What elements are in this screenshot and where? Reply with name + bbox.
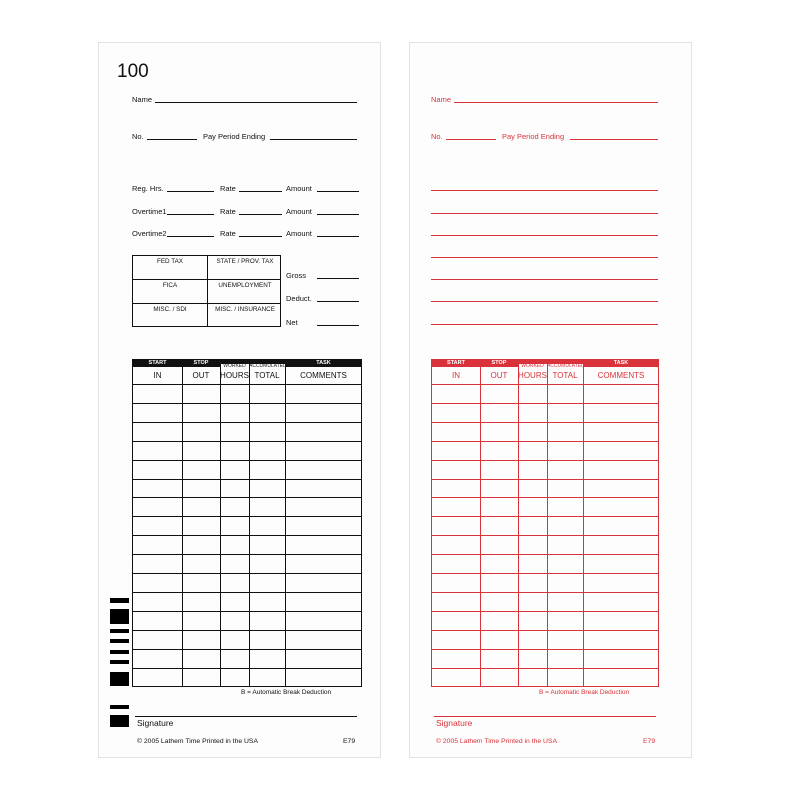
pay-period-label-red: Pay Period Ending — [502, 132, 565, 141]
fica-label: FICA — [162, 282, 178, 289]
table-row-line — [133, 630, 361, 631]
time-table-red — [431, 359, 659, 687]
deduct-label: Deduct. — [286, 294, 312, 303]
ot2-amount-label: Amount — [286, 229, 312, 238]
copyright-text-red: © 2005 Lathem Time Printed in the USA — [436, 738, 557, 745]
pay-period-line[interactable] — [270, 139, 357, 140]
table-row-line — [133, 573, 361, 574]
misc-sdi-label: MISC. / SDI — [153, 306, 187, 313]
table-row-line — [133, 649, 361, 650]
break-note-red: B = Automatic Break Deduction — [539, 689, 630, 696]
start-header-red: START — [447, 360, 465, 366]
hours-header: HOURS — [220, 371, 249, 380]
in-header: IN — [153, 371, 162, 380]
ot1-amount-label: Amount — [286, 207, 312, 216]
ot1-line[interactable] — [167, 214, 214, 215]
comments-header: COMMENTS — [300, 371, 347, 380]
hours-header-red: HOURS — [518, 371, 547, 380]
pay-period-label: Pay Period Ending — [203, 132, 266, 141]
net-label: Net — [286, 318, 298, 327]
comments-header-red: COMMENTS — [597, 371, 645, 380]
note-line — [431, 257, 658, 258]
table-row-line — [432, 516, 658, 517]
table-row-line — [432, 649, 658, 650]
signature-line-red[interactable] — [434, 716, 656, 717]
no-label: No. — [132, 132, 144, 141]
state-tax-label: STATE / PROV. TAX — [216, 258, 274, 265]
no-line-red[interactable] — [446, 139, 496, 140]
table-row-line — [432, 611, 658, 612]
task-header-red: TASK — [613, 360, 629, 366]
ot2-amount-line[interactable] — [317, 236, 359, 237]
table-row-line — [133, 668, 361, 669]
out-header-red: OUT — [490, 371, 508, 380]
name-label: Name — [132, 95, 153, 104]
ot1-rate-line[interactable] — [239, 214, 282, 215]
table-row-line — [432, 441, 658, 442]
name-line-red[interactable] — [454, 102, 658, 103]
table-row-line — [432, 497, 658, 498]
signature-label-red: Signature — [436, 718, 473, 728]
reg-rate-label: Rate — [220, 184, 236, 193]
misc-insurance-label: MISC. / INSURANCE — [215, 306, 275, 313]
reg-amount-line[interactable] — [317, 191, 359, 192]
ot2-line[interactable] — [167, 236, 214, 237]
break-note: B = Automatic Break Deduction — [241, 689, 332, 696]
table-row-line — [432, 573, 658, 574]
note-line — [431, 301, 658, 302]
gross-label: Gross — [286, 271, 307, 280]
table-row-line — [432, 422, 658, 423]
copyright-text: © 2005 Lathem Time Printed in the USA — [137, 738, 258, 745]
time-table — [132, 359, 362, 687]
table-row-line — [432, 668, 658, 669]
time-card-back — [409, 42, 692, 758]
ot2-rate-line[interactable] — [239, 236, 282, 237]
total-header: TOTAL — [254, 371, 280, 380]
card-number: 100 — [117, 61, 149, 82]
signature-line[interactable] — [135, 716, 357, 717]
worked-header-red: WORKED — [518, 364, 547, 369]
deductions-box — [132, 255, 281, 327]
table-row-line — [133, 535, 361, 536]
note-line — [431, 235, 658, 236]
ot2-rate-label: Rate — [220, 229, 236, 238]
in-header-red: IN — [452, 371, 460, 380]
table-row-line — [133, 554, 361, 555]
out-header: OUT — [192, 371, 210, 380]
table-row-line — [432, 479, 658, 480]
reg-hrs-label: Reg. Hrs. — [132, 184, 164, 193]
start-header: START — [148, 360, 167, 366]
time-card-front — [98, 42, 381, 758]
table-row-line — [133, 516, 361, 517]
pay-period-line-red[interactable] — [570, 139, 658, 140]
gross-line[interactable] — [317, 278, 359, 279]
signature-label: Signature — [137, 718, 174, 728]
table-row-line — [432, 460, 658, 461]
ot2-label: Overtime2 — [132, 229, 167, 238]
stop-header: STOP — [193, 360, 209, 366]
note-line — [431, 213, 658, 214]
name-line[interactable] — [155, 102, 357, 103]
accumulated-header: ACCUMULATED — [249, 363, 287, 369]
table-row-line — [133, 460, 361, 461]
accumulated-header-red: ACCUMULATED — [547, 363, 585, 369]
table-row-line — [133, 441, 361, 442]
reg-rate-line[interactable] — [239, 191, 282, 192]
no-line[interactable] — [147, 139, 197, 140]
reg-amount-label: Amount — [286, 184, 312, 193]
note-line — [431, 279, 658, 280]
table-row-line — [133, 403, 361, 404]
no-label-red: No. — [431, 132, 443, 141]
total-header-red: TOTAL — [552, 371, 578, 380]
table-row-line — [133, 497, 361, 498]
note-line — [431, 190, 658, 191]
fed-tax-label: FED TAX — [156, 258, 183, 265]
name-label-red: Name — [431, 95, 452, 104]
table-row-line — [432, 403, 658, 404]
reg-hrs-line[interactable] — [167, 191, 214, 192]
deduct-line[interactable] — [317, 301, 359, 302]
table-row-line — [432, 630, 658, 631]
ot1-rate-label: Rate — [220, 207, 236, 216]
table-row-line — [432, 554, 658, 555]
table-row-line — [133, 479, 361, 480]
table-row-line — [133, 422, 361, 423]
table-row-line — [133, 611, 361, 612]
ot1-label: Overtime1 — [132, 207, 167, 216]
ot1-amount-line[interactable] — [317, 214, 359, 215]
table-row-line — [432, 592, 658, 593]
unemployment-label: UNEMPLOYMENT — [218, 282, 272, 289]
form-code: E79 — [343, 738, 356, 745]
note-line — [431, 324, 658, 325]
net-line[interactable] — [317, 325, 359, 326]
table-row-line — [133, 592, 361, 593]
worked-header: WORKED — [220, 364, 249, 369]
task-header: TASK — [316, 360, 331, 366]
stop-header-red: STOP — [491, 360, 507, 366]
table-row-line — [432, 535, 658, 536]
form-code-red: E79 — [643, 738, 656, 745]
